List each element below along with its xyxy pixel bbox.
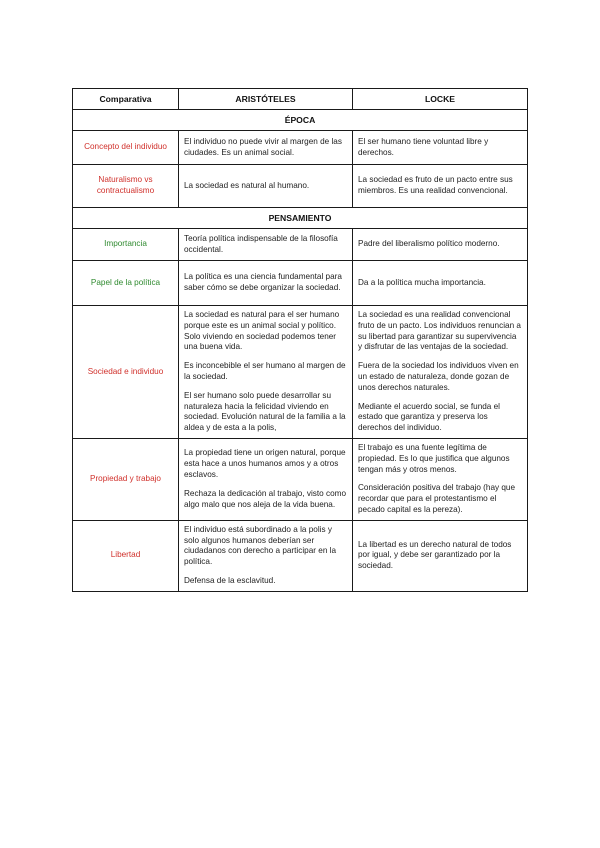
cell-locke xyxy=(353,165,528,208)
table-row xyxy=(73,165,528,208)
table-row xyxy=(73,520,528,591)
row-label-propiedad-trabajo: Propiedad y trabajo xyxy=(73,438,179,520)
header-comparativa: Comparativa xyxy=(73,89,179,110)
cell-aristoteles xyxy=(179,131,353,165)
cell-aristoteles xyxy=(179,261,353,306)
cell-text: La libertad es un derecho natural de todos por igual, y debe ser garantizado por la sociedad. xyxy=(358,539,512,571)
cell-text: La propiedad tiene un origen natural, porque esta hace a unos humanos amos y a otros esclavos. xyxy=(184,448,346,479)
section-pensamiento: PENSAMIENTO xyxy=(73,208,528,229)
cell-text: Consideración positiva del trabajo (hay que recordar que para el protestantismo el pecado capital es la pereza). xyxy=(358,483,516,514)
row-label-papel-politica: Papel de la política xyxy=(73,261,179,306)
row-label-libertad: Libertad xyxy=(73,520,179,591)
cell-aristoteles xyxy=(179,520,353,591)
row-label-naturalismo: Naturalismo vs contractualismo xyxy=(73,165,179,208)
cell-locke xyxy=(353,306,528,439)
cell-text: La política es una ciencia fundamental para saber cómo se debe organizar la sociedad. xyxy=(184,272,342,292)
row-label-concepto: Concepto del individuo xyxy=(73,131,179,165)
cell-locke xyxy=(353,229,528,261)
cell-locke xyxy=(353,520,528,591)
comparison-table xyxy=(72,88,528,592)
cell-text: Fuera de la sociedad los individuos viven en un estado de naturaleza, donde gozan de unos derechos naturales. xyxy=(358,361,519,392)
cell-aristoteles xyxy=(179,165,353,208)
table-row xyxy=(73,131,528,165)
cell-text: La sociedad es natural para el ser humano porque este es un animal social y político. Solo viviendo en sociedad podemos tener una buena vida. xyxy=(184,310,340,352)
cell-aristoteles xyxy=(179,229,353,261)
cell-text: Teoría política indispensable de la filosofía occidental. xyxy=(184,233,338,254)
cell-text: El individuo no puede vivir al margen de las ciudades. Es un animal social. xyxy=(184,136,342,157)
cell-text: Rechaza la dedicación al trabajo, visto como algo malo que nos aleja de la vida buena. xyxy=(184,488,347,509)
section-epoca: ÉPOCA xyxy=(73,110,528,131)
section-row-pensamiento xyxy=(73,208,528,229)
cell-locke xyxy=(353,261,528,306)
cell-text: La sociedad es una realidad convencional fruto de un pacto. Los individuos renuncian a su libertad para garantizar su supervivencia y disfrutar de las ventajas de la sociedad. xyxy=(358,310,521,352)
section-row-epoca xyxy=(73,110,528,131)
table-row xyxy=(73,306,528,439)
header-row xyxy=(73,89,528,110)
cell-text: El individuo está subordinado a la polis y solo algunos humanos deberían ser ciudadanos con derecho a participar en la política. xyxy=(184,524,337,567)
cell-text: El ser humano tiene voluntad libre y derechos. xyxy=(358,136,489,157)
cell-aristoteles xyxy=(179,306,353,439)
cell-text: Es inconcebible el ser humano al margen de la sociedad. xyxy=(184,361,346,381)
cell-locke xyxy=(353,131,528,165)
cell-text: Da a la política mucha importancia. xyxy=(358,277,486,287)
row-label-importancia: Importancia xyxy=(73,229,179,261)
cell-text: El trabajo es una fuente legítima de propiedad. Es lo que justifica que algunos tengan más y otros menos. xyxy=(358,442,510,474)
cell-locke xyxy=(353,438,528,520)
table-row xyxy=(73,229,528,261)
cell-text: Padre del liberalismo político moderno. xyxy=(358,239,500,249)
cell-text: El ser humano solo puede desarrollar su naturaleza hacia la felicidad viviendo en sociedad. Evolución natural de la familia a la aldea y de esta a la polis, xyxy=(184,390,346,433)
cell-text: Mediante el acuerdo social, se funda el estado que garantiza y preserva los derechos del individuo. xyxy=(358,401,501,433)
cell-text: Defensa de la esclavitud. xyxy=(184,575,276,585)
cell-aristoteles xyxy=(179,438,353,520)
table-row xyxy=(73,438,528,520)
cell-text: La sociedad es fruto de un pacto entre sus miembros. Es una realidad convencional. xyxy=(358,175,513,195)
header-aristoteles: ARISTÓTELES xyxy=(179,89,353,110)
table-row xyxy=(73,261,528,306)
row-label-sociedad-individuo: Sociedad e individuo xyxy=(73,306,179,439)
header-locke: LOCKE xyxy=(353,89,528,110)
cell-text: La sociedad es natural al humano. xyxy=(184,180,310,190)
